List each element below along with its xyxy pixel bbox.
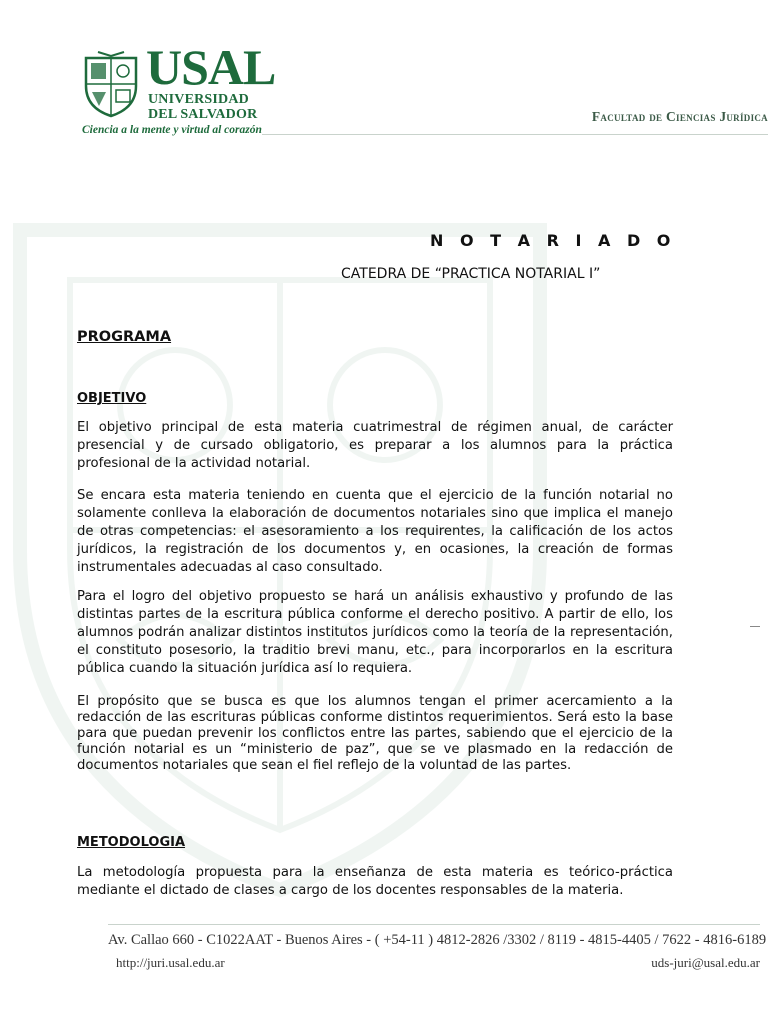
faculty-name: Facultad de Ciencias Jurídica: [591, 109, 768, 124]
footer-email: uds-juri@usal.edu.ar: [651, 955, 760, 970]
margin-mark: [750, 626, 760, 627]
footer-website: http://juri.usal.edu.ar: [116, 955, 225, 970]
logo-wordmark: USAL: [146, 39, 276, 95]
university-name-line1: UNIVERSIDAD: [148, 92, 249, 107]
header-divider: [262, 134, 768, 135]
document-subtitle: CATEDRA DE “PRACTICA NOTARIAL I”: [341, 266, 601, 282]
footer-address: Av. Callao 660 - C1022AAT - Buenos Aires - ( +54-11 ) 4812-2826 /3302 / 8119 - 4815-4405 / 7622 - 4816-6189: [108, 932, 767, 948]
footer-divider: [108, 924, 760, 925]
document-title: N O T A R I A D O: [430, 231, 676, 250]
section-heading-metodologia: METODOLOGIA: [77, 835, 186, 850]
paragraph-metodologia: La metodología propuesta para la enseñanza de esta materia es teórico-práctica mediante el dictado de clases a cargo de los docentes responsables de la materia.: [77, 865, 673, 898]
university-crest-icon: [82, 50, 140, 120]
section-heading-objetivo: OBJETIVO: [77, 391, 147, 406]
paragraph-objetivo-2: Se encara esta materia teniendo en cuenta que el ejercicio de la función notarial no solamente conlleva la elaboración de documentos notariales sino que implica el manejo de otras competencias: el asesoramiento a los requirentes, la calificación de los actos jurídicos, la registración de los documentos y, en ocasiones, la creación de formas instrumentales adecuadas al caso consultado.: [77, 488, 673, 575]
paragraph-objetivo-1: El objetivo principal de esta materia cuatrimestral de régimen anual, de carácter presencial y de cursado obligatorio, es preparar a los alumnos para la práctica profesional de la actividad notarial.: [77, 420, 673, 471]
university-name-line2: DEL SALVADOR: [148, 107, 258, 122]
letterhead: [0, 0, 768, 140]
paragraph-objetivo-3: Para el logro del objetivo propuesto se hará un análisis exhaustivo y profundo de las distintas partes de la escritura pública conforme el derecho positivo. A partir de ello, los alumnos podrán analizar distintos institutos jurídicos como la teoría de la representación, el constituto posesorio, la traditio brevi manu, etc., para incorporarlos en la escritura pública cuando la situación jurídica así lo requiera.: [77, 589, 673, 676]
university-motto: Ciencia a la mente y virtud al corazón: [82, 124, 262, 136]
section-heading-programa: PROGRAMA: [77, 329, 172, 345]
paragraph-objetivo-4: El propósito que se busca es que los alumnos tengan el primer acercamiento a la redacción de las escrituras públicas conforme distintos requerimientos. Será esto la base para que puedan prevenir los conflictos entre las partes, sabiendo que el ejercicio de la función notarial es un “ministerio de paz”, que se ve plasmado en la redacción de documentos notariales que sean el fiel reflejo de la voluntad de las partes.: [77, 694, 673, 773]
